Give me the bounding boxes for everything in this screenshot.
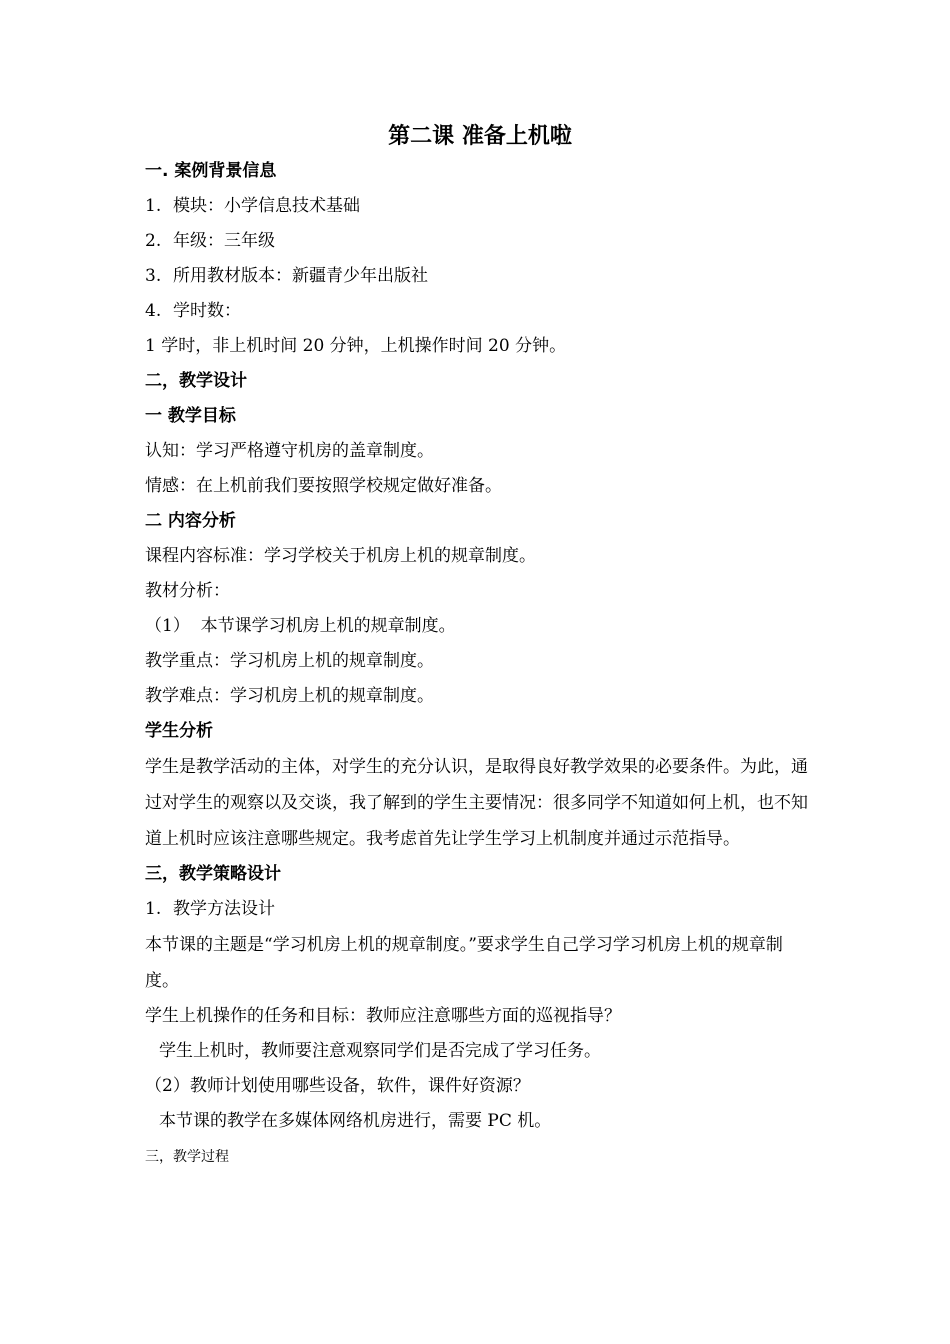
list-item — [145, 224, 815, 259]
list-number: 1. — [145, 196, 162, 216]
list-number: 1. — [145, 899, 162, 919]
list-text: 所用教材版本：新疆青少年出版社 — [173, 266, 428, 286]
list-item — [145, 892, 815, 927]
difficulty-point: 教学难点：学习机房上机的规章制度。 — [145, 686, 434, 706]
list-number: 3. — [145, 266, 162, 286]
document-page — [145, 120, 815, 1175]
list-number: 2. — [145, 231, 162, 251]
hours-text: 1 学时，非上机时间 20 分钟，上机操作时间 20 分钟。 — [145, 336, 567, 356]
equipment-question: （2）教师计划使用哪些设备，软件，课件好资源？ — [145, 1076, 530, 1096]
list-text: 学时数： — [173, 301, 241, 321]
list-item — [145, 294, 815, 329]
goal-cognition: 认知：学习严格遵守机房的盖章制度。 — [145, 441, 434, 461]
theme-paragraph: 本节课的主题是“学习机房上机的规章制度。”要求学生自己学习学习机房上机的规章制度。 — [145, 935, 783, 991]
textbook-analysis: 教材分析： — [145, 581, 230, 601]
subheading-goals: 一 教学目标 — [145, 406, 236, 426]
section-heading-strategy: 三，教学策略设计 — [145, 864, 281, 884]
course-standard: 课程内容标准：学习学校关于机房上机的规章制度。 — [145, 546, 536, 566]
list-text: 模块：小学信息技术基础 — [173, 196, 360, 216]
list-text: 教学方法设计 — [173, 899, 275, 919]
list-number: 4. — [145, 301, 162, 321]
key-point: 教学重点：学习机房上机的规章制度。 — [145, 651, 434, 671]
observe-text: 学生上机时，教师要注意观察同学们是否完成了学习任务。 — [159, 1041, 601, 1061]
analysis-item: （1） 本节课学习机房上机的规章制度。 — [145, 616, 456, 636]
section-heading-process: 三，教学过程 — [145, 1149, 229, 1165]
list-item — [145, 189, 815, 224]
subheading-content: 二 内容分析 — [145, 511, 236, 531]
section-heading-design: 二，教学设计 — [145, 371, 247, 391]
student-analysis-paragraph: 学生是教学活动的主体，对学生的充分认识，是取得良好教学效果的必要条件。为此，通过对学生的观察以及交谈，我了解到的学生主要情况：很多同学不知道如何上机，也不知道上机时应该注意哪些规定。我考虑首先让学生学习上机制度并通过示范指导。 — [145, 757, 808, 849]
task-text: 学生上机操作的任务和目标：教师应注意哪些方面的巡视指导？ — [145, 1006, 621, 1026]
list-item — [145, 259, 815, 294]
subheading-students: 学生分析 — [145, 721, 213, 741]
document-title: 第二课 准备上机啦 — [388, 124, 572, 149]
equipment-answer: 本节课的教学在多媒体网络机房进行，需要 PC 机。 — [159, 1111, 552, 1131]
list-text: 年级：三年级 — [173, 231, 275, 251]
section-heading-background: 一. 案例背景信息 — [145, 161, 277, 181]
goal-emotion: 情感：在上机前我们要按照学校规定做好准备。 — [145, 476, 502, 496]
